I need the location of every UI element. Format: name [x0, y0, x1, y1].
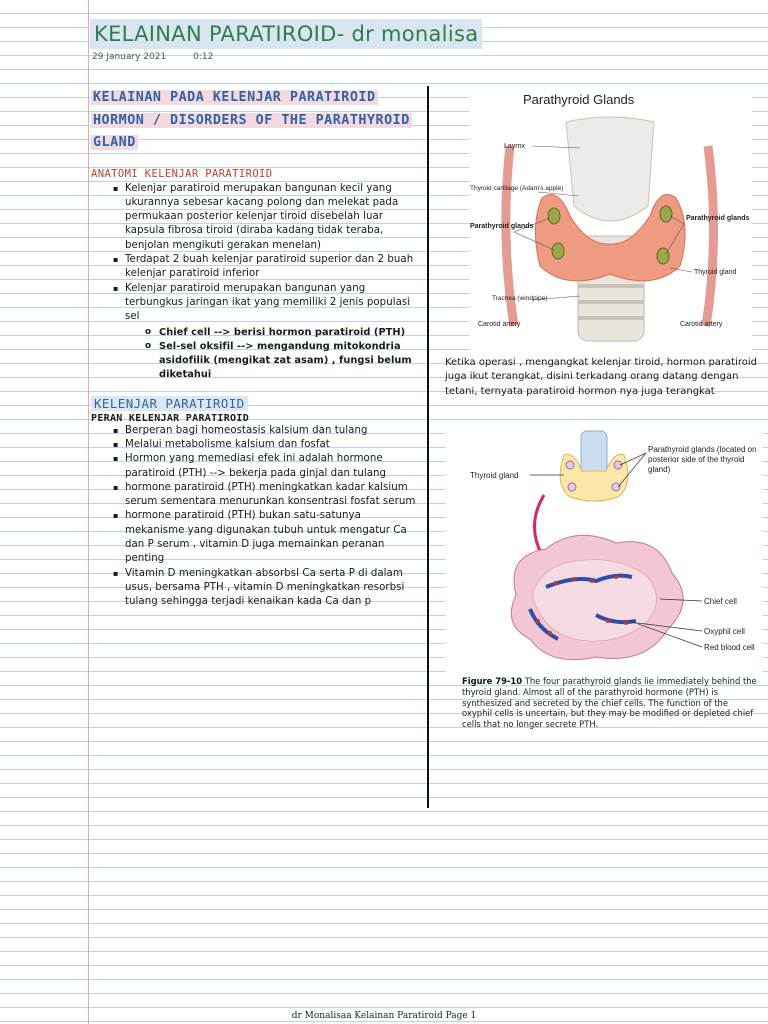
label-thyroid-cartilage: Thyroid cartilage (Adam's apple) [470, 185, 564, 192]
list-item: ▪ Melalui metabolisme kalsium dan fosfat [125, 438, 423, 452]
label-thyroid-gland-2: Thyroid gland [470, 471, 519, 480]
kelenjar-heading: KELENJAR PARATIROID [91, 396, 248, 411]
sub-list-item: o Sel-sel oksifil --> mengandung mitokondria asidofilik (mengikat zat asam) , fungsi belum diketahui [159, 340, 423, 381]
sub-list-item: o Chief cell --> berisi hormon paratiroid (PTH) [159, 326, 423, 340]
label-red-blood-cell: Red blood cell [704, 643, 755, 652]
label-parathyroid-glands-wrap [648, 445, 760, 489]
larynx-illustration [566, 117, 654, 221]
list-item: ▪ Berperan bagi homeostasis kalsium dan tulang [125, 424, 423, 438]
parathyroid-gland-dot [548, 208, 560, 224]
label-carotid-left: Carotid artery [478, 321, 521, 328]
parathyroid-histology-figure [446, 425, 762, 675]
note-time: 0:12 [193, 52, 214, 62]
label-parathyroid-right: Parathyroid glands [686, 215, 750, 222]
figure2-caption-text: The four parathyroid glands lie immediately behind the thyroid gland. Almost all of the parathyroid hormone (PTH) is synthesized and secreted by the chief cells. The function of the oxyphil cells is uncertain, but they may be modified or depleted chief cells that no longer secrete PTH. [462, 676, 757, 730]
note-date: 29 January 2021 [92, 52, 167, 62]
list-item: ▪ Kelenjar paratiroid merupakan bangunan kecil yang ukurannya sebesar kacang polong dan melekat pada permukaan posterior kelenjar tiroid disebelah luar kapsula fibrosa tiroid (diraba kadang tidak teraba, benjolan mengikuti gerakan menelan) [125, 182, 423, 253]
date-time [92, 52, 237, 62]
page-footer: dr Monalisaa Kelainan Paratiroid Page 1 [291, 1011, 477, 1021]
label-oxyphil-cell: Oxyphil cell [704, 627, 745, 636]
anatomi-list [91, 182, 423, 382]
list-item: ▪ Terdapat 2 buah kelenjar paratiroid superior dan 2 buah kelenjar paratiroid inferior [125, 253, 423, 282]
parathyroid-anatomy-figure [470, 86, 752, 352]
page-title: KELAINAN PARATIROID- dr monalisa [90, 19, 482, 49]
peran-list [91, 424, 423, 610]
list-item: ▪ Vitamin D meningkatkan absorbsI Ca serta P di dalam usus, bersama PTH , vitamin D meningkatkan resorbsi tulang sehingga terjadi kenaikan kada Ca dan p [125, 567, 423, 610]
label-carotid-right: Carotid artery [680, 321, 723, 328]
cell-type-list [125, 326, 423, 381]
label-trachea: Trachea (windpipe) [492, 295, 548, 302]
figure2-caption [462, 676, 757, 730]
label-parathyroid-left: Parathyroid glands [470, 223, 534, 230]
label-larynx: Layrnx [504, 143, 526, 150]
list-item: ▪ hormone paratiroid (PTH) bukan satu-satunya mekanisme yang digunakan tubuh untuk mengatur Ca dan P serum , vitamin D juga memainkan peranan penting [125, 509, 423, 566]
parathyroid-gland-dot [657, 248, 669, 264]
label-thyroid-gland: Thyroid gland [694, 269, 737, 276]
column-divider [427, 86, 429, 808]
label-parathyroid-glands: Parathyroid glands (located on posterior side of the thyroid gland) [648, 445, 757, 474]
label-chief-cell: Chief cell [704, 597, 737, 606]
left-column [91, 86, 423, 610]
parathyroid-gland-dot [660, 206, 672, 222]
figure-title: Parathyroid Glands [523, 92, 635, 107]
parathyroid-gland-dot [552, 243, 564, 259]
figure2-caption-label: Figure 79-10 [462, 676, 523, 686]
peran-subheading: PERAN KELENJAR PARATIROID [91, 412, 250, 424]
list-item-text: Kelenjar paratiroid merupakan bangunan yang terbungkus jaringan ikat yang memiliki 2 jenis populasi sel [125, 282, 411, 323]
figure1-caption: Ketika operasi , mengangkat kelenjar tiroid, hormon paratiroid juga ikut terangkat, disini terkadang orang datang dengan tetani, ternyata paratiroid hormon nya juga terangkat [445, 357, 758, 397]
list-item [125, 282, 423, 382]
list-item: ▪ hormone paratiroid (PTH) meningkatkan kadar kalsium serum sementara menurunkan konsentrasi fosfat serum [125, 481, 423, 510]
histology-illustration [511, 535, 683, 659]
main-heading: KELAINAN PADA KELENJAR PARATIROID HORMON / DISORDERS OF THE PARATHYROID GLAND [93, 90, 410, 150]
list-item: ▪ Hormon yang memediasi efek ini adalah hormone paratiroid (PTH) --> bekerja pada ginjal dan tulang [125, 452, 423, 481]
anatomi-heading: ANATOMI KELENJAR PARATIROID [91, 167, 273, 180]
main-heading-wrap [91, 86, 421, 154]
